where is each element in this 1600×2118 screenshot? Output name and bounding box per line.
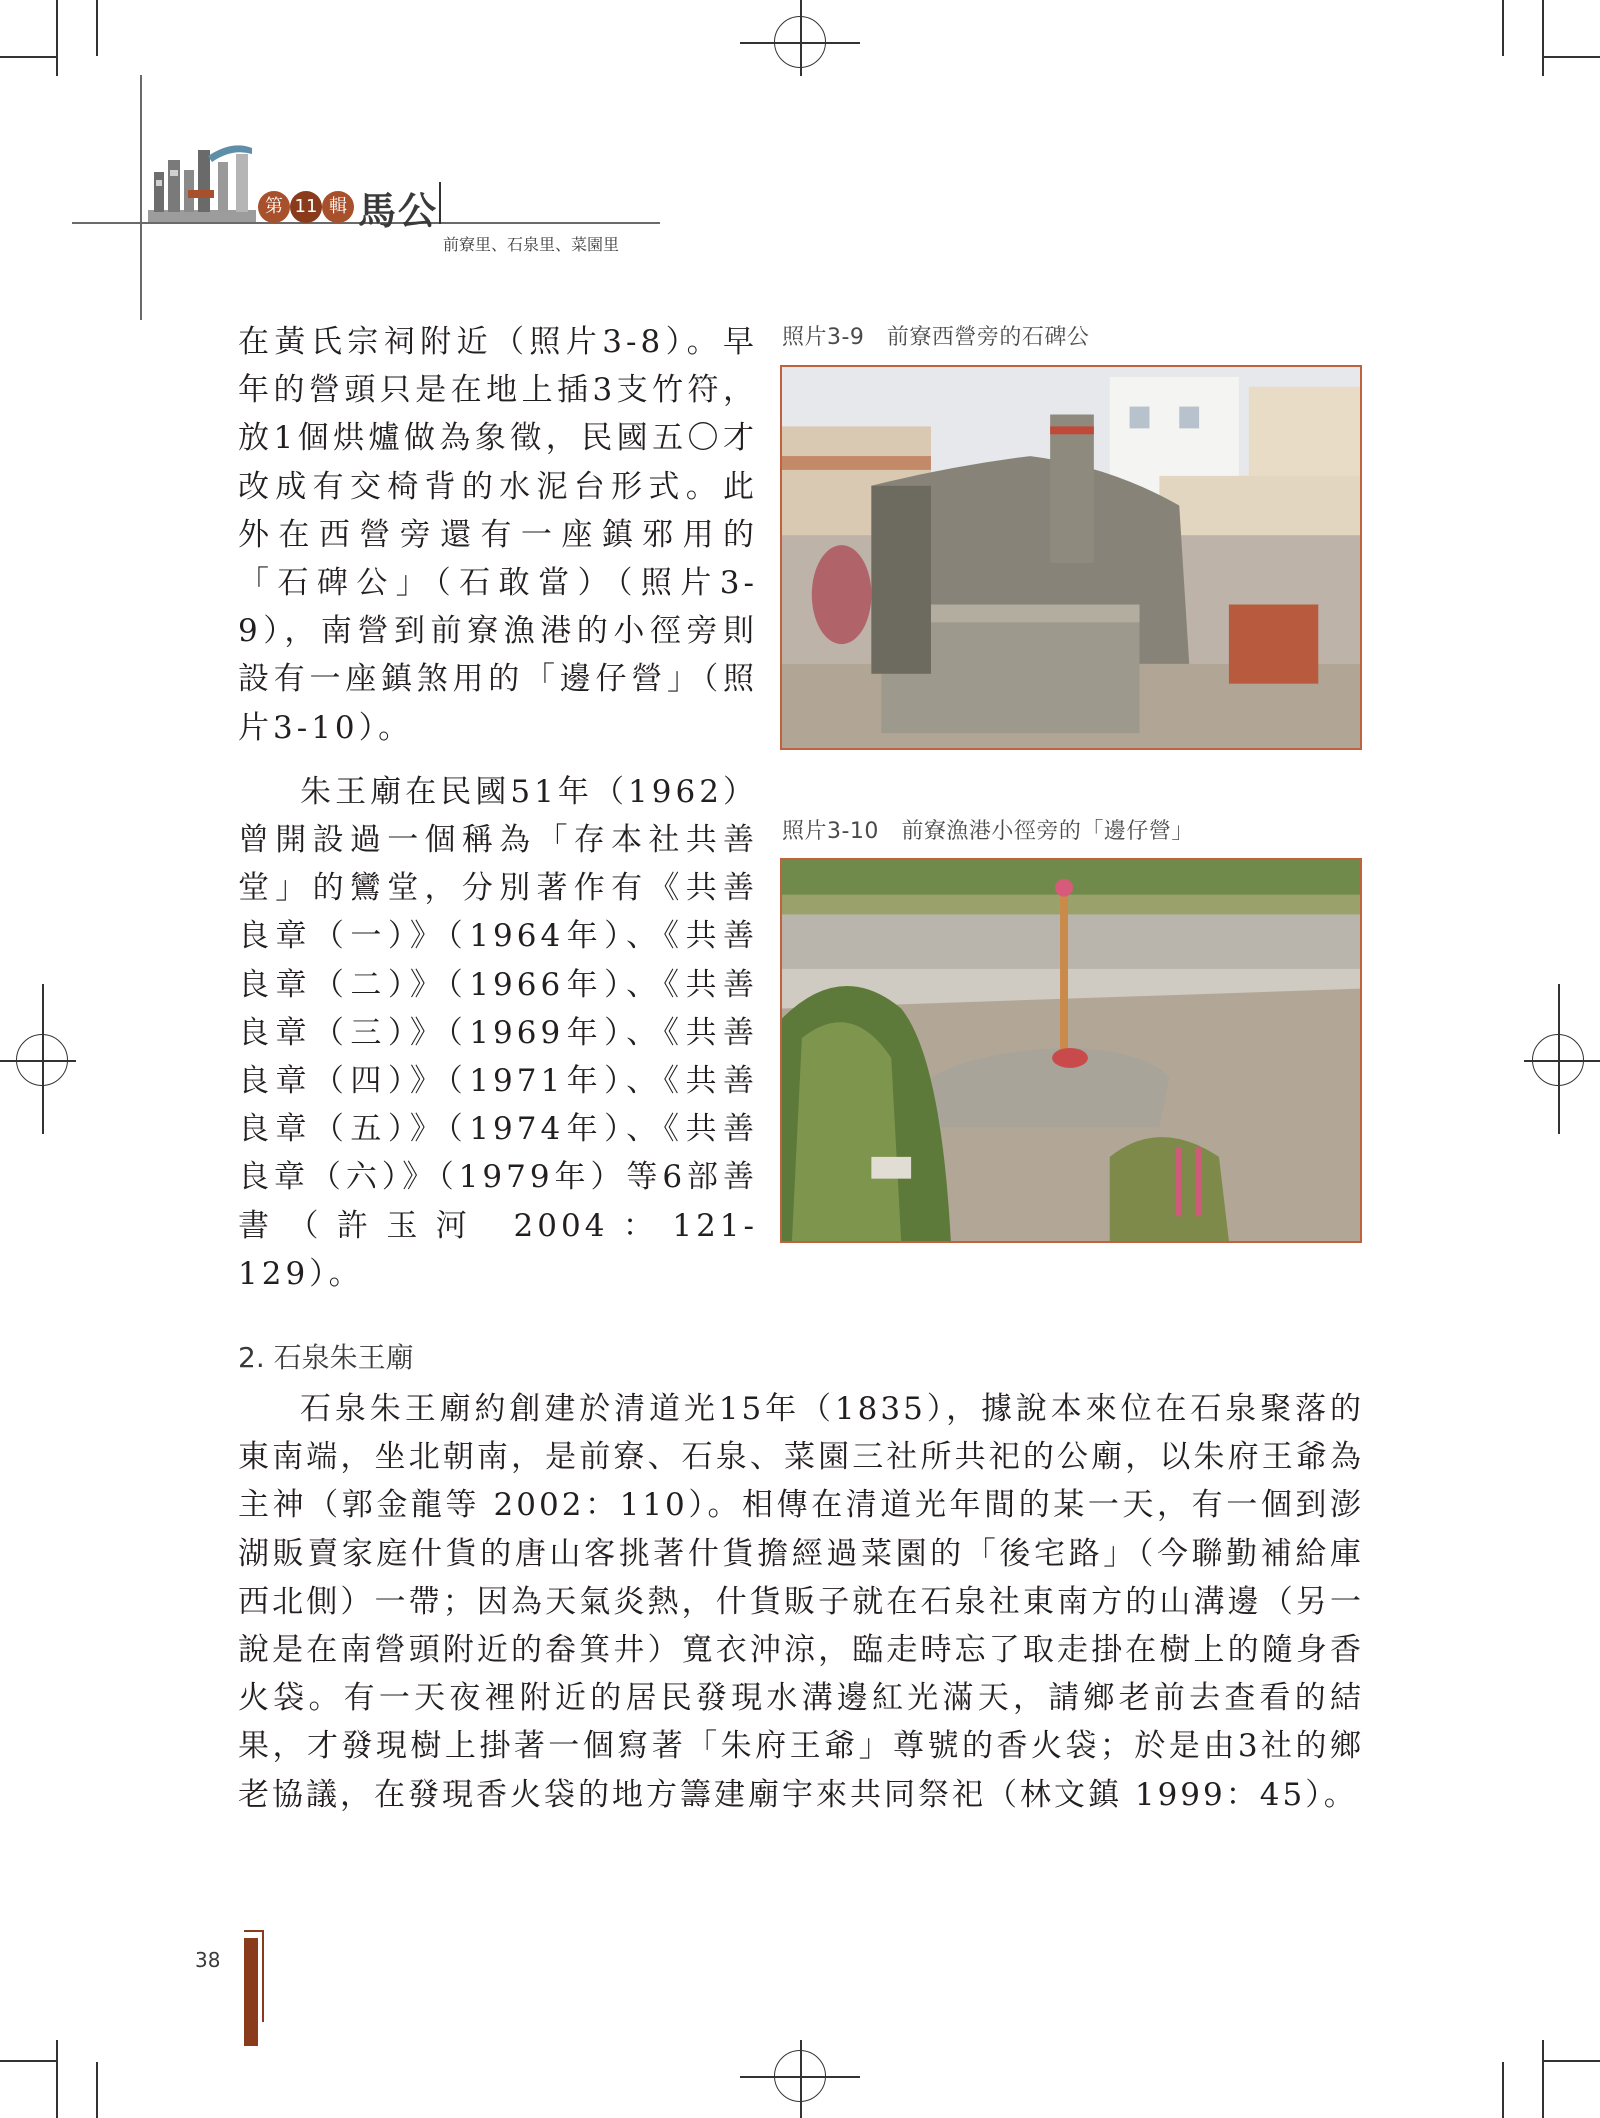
photo-stone-stele: [780, 365, 1362, 750]
footer-ornament-line: [262, 1930, 264, 2022]
crop-mark: [96, 0, 98, 56]
crop-mark: [1544, 2060, 1600, 2062]
crop-mark: [56, 0, 58, 76]
crop-mark: [0, 2060, 56, 2062]
crop-mark: [1544, 56, 1600, 58]
crop-mark: [1502, 2062, 1504, 2118]
photo-caption-3-9: 照片3-9 前寮西營旁的石碑公: [782, 325, 1090, 350]
crop-mark: [96, 2062, 98, 2118]
footer-ornament-bar: [244, 1938, 258, 2046]
crop-mark: [1502, 0, 1504, 56]
section-heading: 2. 石泉朱王廟: [238, 1341, 414, 1374]
crop-mark: [1542, 2040, 1544, 2118]
volume-badge-number: 11: [290, 191, 322, 223]
paragraph-2: 朱王廟在民國51年（1962）曾開設過一個稱為「存本社共善堂」的鸞堂，分別著作有《共善良章（一）》（1964年）、《共善良章（二）》（1966年）、《共善良章（三）》（1969年）、《共善良章（四）》（1971年）、《共善良章（五）》（1974年）、《共善良章（六）》（1979年）等6部善書（許玉河 2004：121-129）。: [238, 773, 758, 1292]
paragraph-1: 在黃氏宗祠附近（照片3-8）。早年的營頭只是在地上插3支竹符，放1個烘爐做為象徵，民國五〇才改成有交椅背的水泥台形式。此外在西營旁還有一座鎮邪用的「石碑公」（石敢當）（照片3-9），南營到前寮漁港的小徑旁則設有一座鎮煞用的「邊仔營」（照片3-10）。: [238, 324, 758, 746]
photo-caption-3-10: 照片3-10 前寮漁港小徑旁的「邊仔營」: [782, 819, 1194, 844]
volume-badge-left: 第: [258, 191, 290, 223]
volume-badge-right: 輯: [322, 191, 354, 223]
crop-mark: [1542, 0, 1544, 76]
crop-mark: [56, 2040, 58, 2118]
header-title-divider: [439, 182, 441, 224]
header-vertical-rule: [140, 75, 142, 320]
footer-ornament-top: [244, 1930, 264, 1932]
section-body-paragraph: 石泉朱王廟約創建於清道光15年（1835），據說本來位在石泉聚落的東南端，坐北朝南，是前寮、石泉、菜園三社所共祀的公廟，以朱府王爺為主神（郭金龍等 2002：110）。相傳在清道光年間的某一天，有一個到澎湖販賣家庭什貨的唐山客挑著什貨擔經過菜園的「後宅路」（今聯勤補給庫西北側）一帶；因為天氣炎熱，什貨販子就在石泉社東南方的山溝邊（另一說是在南營頭附近的畚箕井）寬衣沖涼，臨走時忘了取走掛在樹上的隨身香火袋。有一天夜裡附近的居民發現水溝邊紅光滿天，請鄉老前去查看的結果，才發現樹上掛著一個寫著「朱府王爺」尊號的香火袋；於是由3社的鄉老協議，在發現香火袋的地方籌建廟宇來共同祭祀（林文鎮 1999：45）。: [238, 1391, 1364, 1813]
temple-gate-logo: [148, 140, 256, 222]
crop-mark: [0, 56, 56, 58]
section-body-column: [238, 1385, 1364, 1819]
series-name: 馬公: [358, 188, 439, 233]
photo-bian-zi-ying: [780, 858, 1362, 1243]
left-text-column: [238, 318, 758, 1298]
page-number: 38: [195, 1948, 221, 1972]
chapter-subtitle: 前寮里、石泉里、菜園里: [443, 235, 620, 254]
